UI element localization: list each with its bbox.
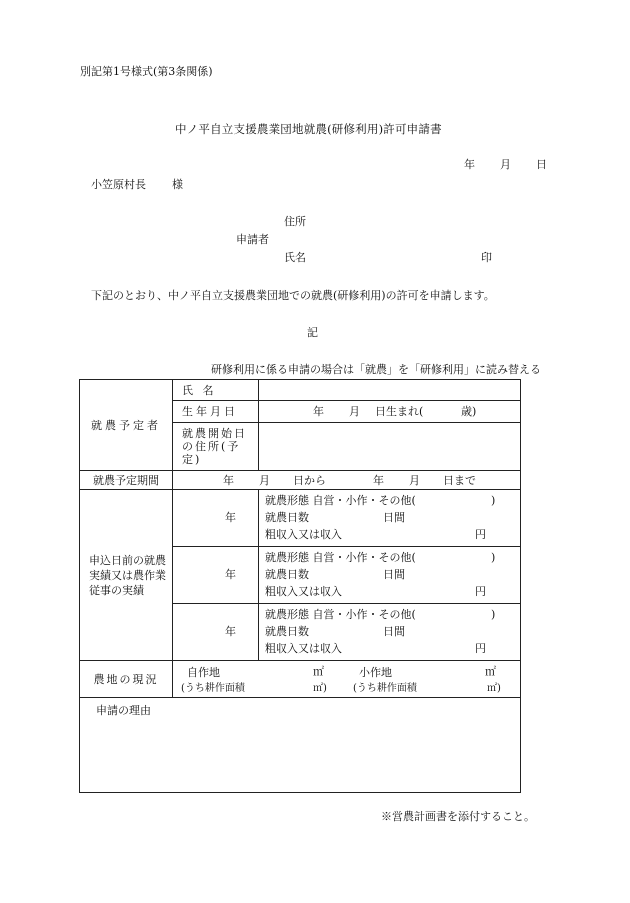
application-table: [79, 379, 521, 793]
history-detail-cell[interactable]: [259, 604, 521, 661]
history-type-close: ): [491, 494, 496, 507]
birth-day-label: 日生まれ(: [375, 405, 424, 418]
birth-month-label: 月: [349, 405, 360, 418]
history-type-label: 就農形態 自営・小作・その他(: [265, 494, 416, 507]
birth-label: 生年月日: [173, 401, 259, 423]
period-value[interactable]: [173, 471, 521, 490]
history-yen-unit: 円: [475, 642, 486, 655]
own-land-unit: ㎡: [313, 665, 324, 678]
history-year-label: 年: [225, 625, 236, 638]
request-statement: 下記のとおり、中ノ平自立支援農業団地での就農(研修利用)の許可を申請します。: [91, 289, 495, 302]
addressee: 小笠原村長: [91, 178, 146, 191]
history-yen-unit: 円: [475, 528, 486, 541]
history-days-label: 就農日数: [265, 568, 309, 581]
history-type-label: 就農形態 自営・小作・その他(: [265, 551, 416, 564]
history-type-close: ): [491, 608, 496, 621]
land-status-value[interactable]: [173, 661, 521, 698]
footnote: ※営農計画書を添付すること。: [381, 810, 535, 823]
history-income-label: 粗収入又は収入: [265, 585, 342, 598]
reading-note: 研修利用に係る申請の場合は「就農」を「研修利用」に読み替える: [211, 363, 541, 376]
date-month-label: 月: [500, 158, 511, 171]
own-land-label: 自作地: [187, 666, 220, 679]
reason-cell[interactable]: [80, 698, 521, 793]
history-days-unit: 日間: [383, 625, 405, 638]
history-days-unit: 日間: [383, 511, 405, 524]
own-land-cultivated-unit: ㎡): [313, 683, 327, 694]
period-to-month: 月: [409, 474, 420, 487]
history-days-unit: 日間: [383, 568, 405, 581]
period-from-year: 年: [223, 474, 234, 487]
prospective-farmer-header: 就農予定者: [80, 380, 173, 471]
history-type-label: 就農形態 自営・小作・その他(: [265, 608, 416, 621]
history-year-cell[interactable]: [173, 490, 259, 547]
history-detail-cell[interactable]: [259, 490, 521, 547]
birth-value[interactable]: [259, 401, 521, 423]
name-label: 氏 名: [173, 380, 259, 401]
history-year-cell[interactable]: [173, 547, 259, 604]
history-year-cell[interactable]: [173, 604, 259, 661]
name-value[interactable]: [259, 380, 521, 401]
history-year-label: 年: [225, 568, 236, 581]
form-number: 別記第1号様式(第3条関係): [80, 65, 213, 78]
seal-mark: 印: [481, 251, 492, 264]
period-label: 就農予定期間: [80, 471, 173, 490]
applicant-role-label: 申請者: [236, 233, 269, 246]
period-from-day: 日から: [293, 474, 326, 487]
document-title: 中ノ平自立支援農業団地就農(研修利用)許可申請書: [175, 122, 442, 136]
history-yen-unit: 円: [475, 585, 486, 598]
addressee-honorific: 様: [172, 178, 183, 191]
period-from-month: 月: [259, 474, 270, 487]
history-income-label: 粗収入又は収入: [265, 528, 342, 541]
start-address-value[interactable]: [259, 423, 521, 471]
history-type-close: ): [491, 551, 496, 564]
age-label: 歳): [461, 405, 477, 418]
ki-heading: 記: [307, 326, 318, 339]
history-detail-cell[interactable]: [259, 547, 521, 604]
period-to-year: 年: [373, 474, 384, 487]
birth-year-label: 年: [313, 405, 324, 418]
lease-land-unit: ㎡: [485, 665, 496, 678]
own-land-cultivated-label: (うち耕作面積: [181, 683, 245, 694]
reason-label: 申請の理由: [96, 704, 151, 717]
lease-land-cultivated-label: (うち耕作面積: [353, 683, 417, 694]
history-days-label: 就農日数: [265, 625, 309, 638]
date-year-label: 年: [464, 158, 475, 171]
history-days-label: 就農日数: [265, 511, 309, 524]
lease-land-label: 小作地: [359, 666, 392, 679]
start-address-label: 就農開始日の住所(予定): [173, 423, 259, 471]
lease-land-cultivated-unit: ㎡): [487, 683, 501, 694]
period-to-day: 日まで: [443, 474, 476, 487]
history-income-label: 粗収入又は収入: [265, 642, 342, 655]
history-header: 申込日前の就農実績又は農作業従事の実績: [80, 490, 173, 661]
applicant-address-label: 住所: [284, 215, 306, 228]
land-status-header: 農地の現況: [80, 661, 173, 698]
date-day-label: 日: [536, 158, 547, 171]
applicant-name-label: 氏名: [284, 251, 306, 264]
history-year-label: 年: [225, 511, 236, 524]
